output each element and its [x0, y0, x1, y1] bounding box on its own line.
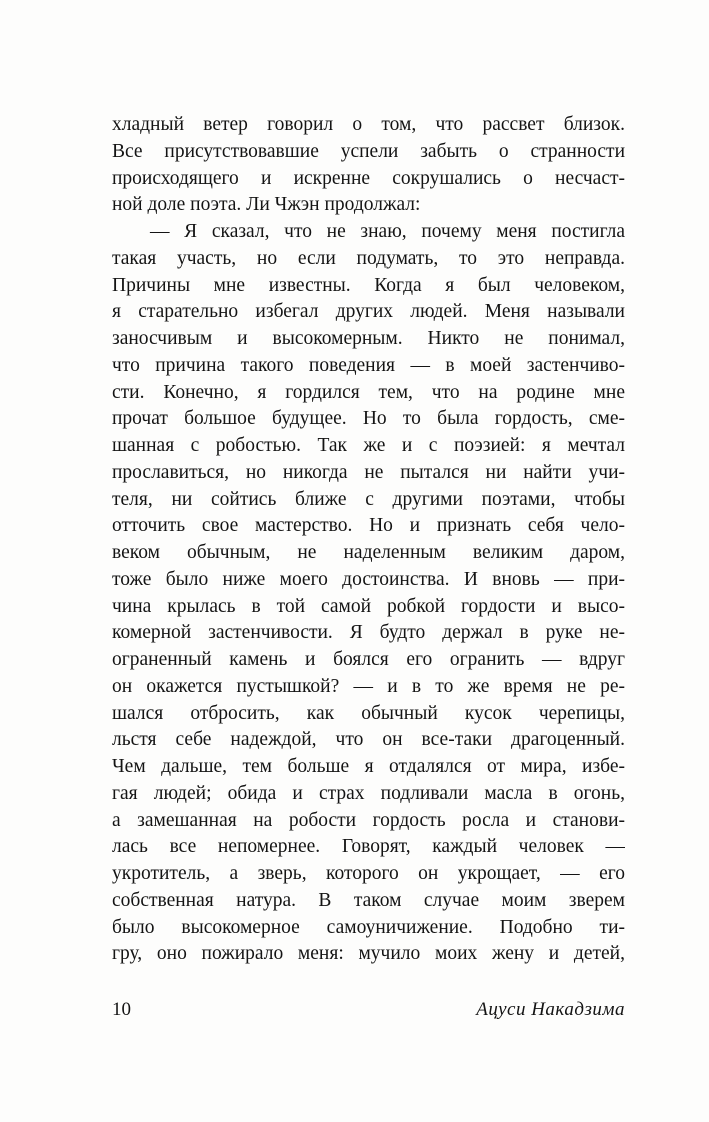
text-line: веком обычным, не наделенным великим даром,	[112, 542, 625, 563]
text-line: льстя себе надеждой, что он все-таки драгоценный.	[112, 729, 625, 751]
text-line: заносчивым и высокомерным. Никто не понимал,	[112, 328, 625, 349]
text-line: — Я сказал, что не знаю, почему меня постигла	[150, 221, 625, 242]
text-line: лась все непомернее. Говорят, каждый человек —	[112, 836, 625, 858]
text-line: сти. Конечно, я гордился тем, что на родине мне	[112, 381, 625, 403]
text-line: прославиться, но никогда не пытался ни найти учи-	[112, 461, 625, 483]
text-line: было высокомерное самоуничижение. Подобно ти-	[112, 916, 625, 938]
text-line: а замешанная на робости гордость росла и станови-	[112, 809, 625, 831]
page-text	[112, 112, 625, 968]
page-number: 10	[112, 999, 131, 1020]
running-head-author: Ацуси Накадзима	[476, 999, 625, 1020]
text-line: хладный ветер говорил о том, что рассвет близок.	[112, 114, 625, 135]
text-line: собственная натура. В таком случае моим зверем	[112, 889, 625, 911]
text-line: комерной застенчивости. Я будто держал в руке не-	[112, 622, 625, 644]
text-line: прочат большое будущее. Но то была гордость, сме-	[112, 408, 625, 430]
text-line: Чем дальше, тем больше я отдалялся от мира, избе-	[112, 756, 625, 777]
text-line: ограненный камень и боялся его огранить — вдруг	[112, 649, 625, 670]
page-footer	[112, 998, 625, 1022]
text-line: такая участь, но если подумать, то это неправда.	[112, 247, 625, 269]
text-line: отточить свое мастерство. Но и признать себя чело-	[112, 515, 625, 537]
text-line: что причина такого поведения — в моей застенчиво-	[112, 354, 625, 376]
text-line: чина крылась в той самой робкой гордости и высо-	[112, 595, 625, 617]
text-line: теля, ни сойтись ближе с другими поэтами, чтобы	[112, 488, 625, 510]
text-line: шанная с робостью. Так же и с поэзией: я мечтал	[112, 435, 625, 456]
text-line: Причины мне известны. Когда я был человеком,	[112, 274, 625, 296]
text-line: я старательно избегал других людей. Меня называли	[112, 301, 625, 323]
text-line: шался отбросить, как обычный кусок черепицы,	[112, 702, 625, 724]
text-line: происходящего и искренне сокрушались о несчаст-	[112, 167, 625, 189]
text-line: тоже было ниже моего достоинства. И вновь — при-	[112, 568, 625, 590]
text-line: укротитель, а зверь, которого он укрощает, — его	[112, 863, 625, 884]
text-line: гая людей; обида и страх подливали масла в огонь,	[112, 782, 625, 804]
text-line: гру, оно пожирало меня: мучило моих жену и детей,	[112, 943, 625, 965]
text-line: ной доле поэта. Ли Чжэн продолжал:	[112, 194, 421, 216]
text-line: он окажется пустышкой? — и в то же время не ре-	[112, 675, 625, 697]
text-line: Все присутствовавшие успели забыть о странности	[112, 140, 625, 162]
